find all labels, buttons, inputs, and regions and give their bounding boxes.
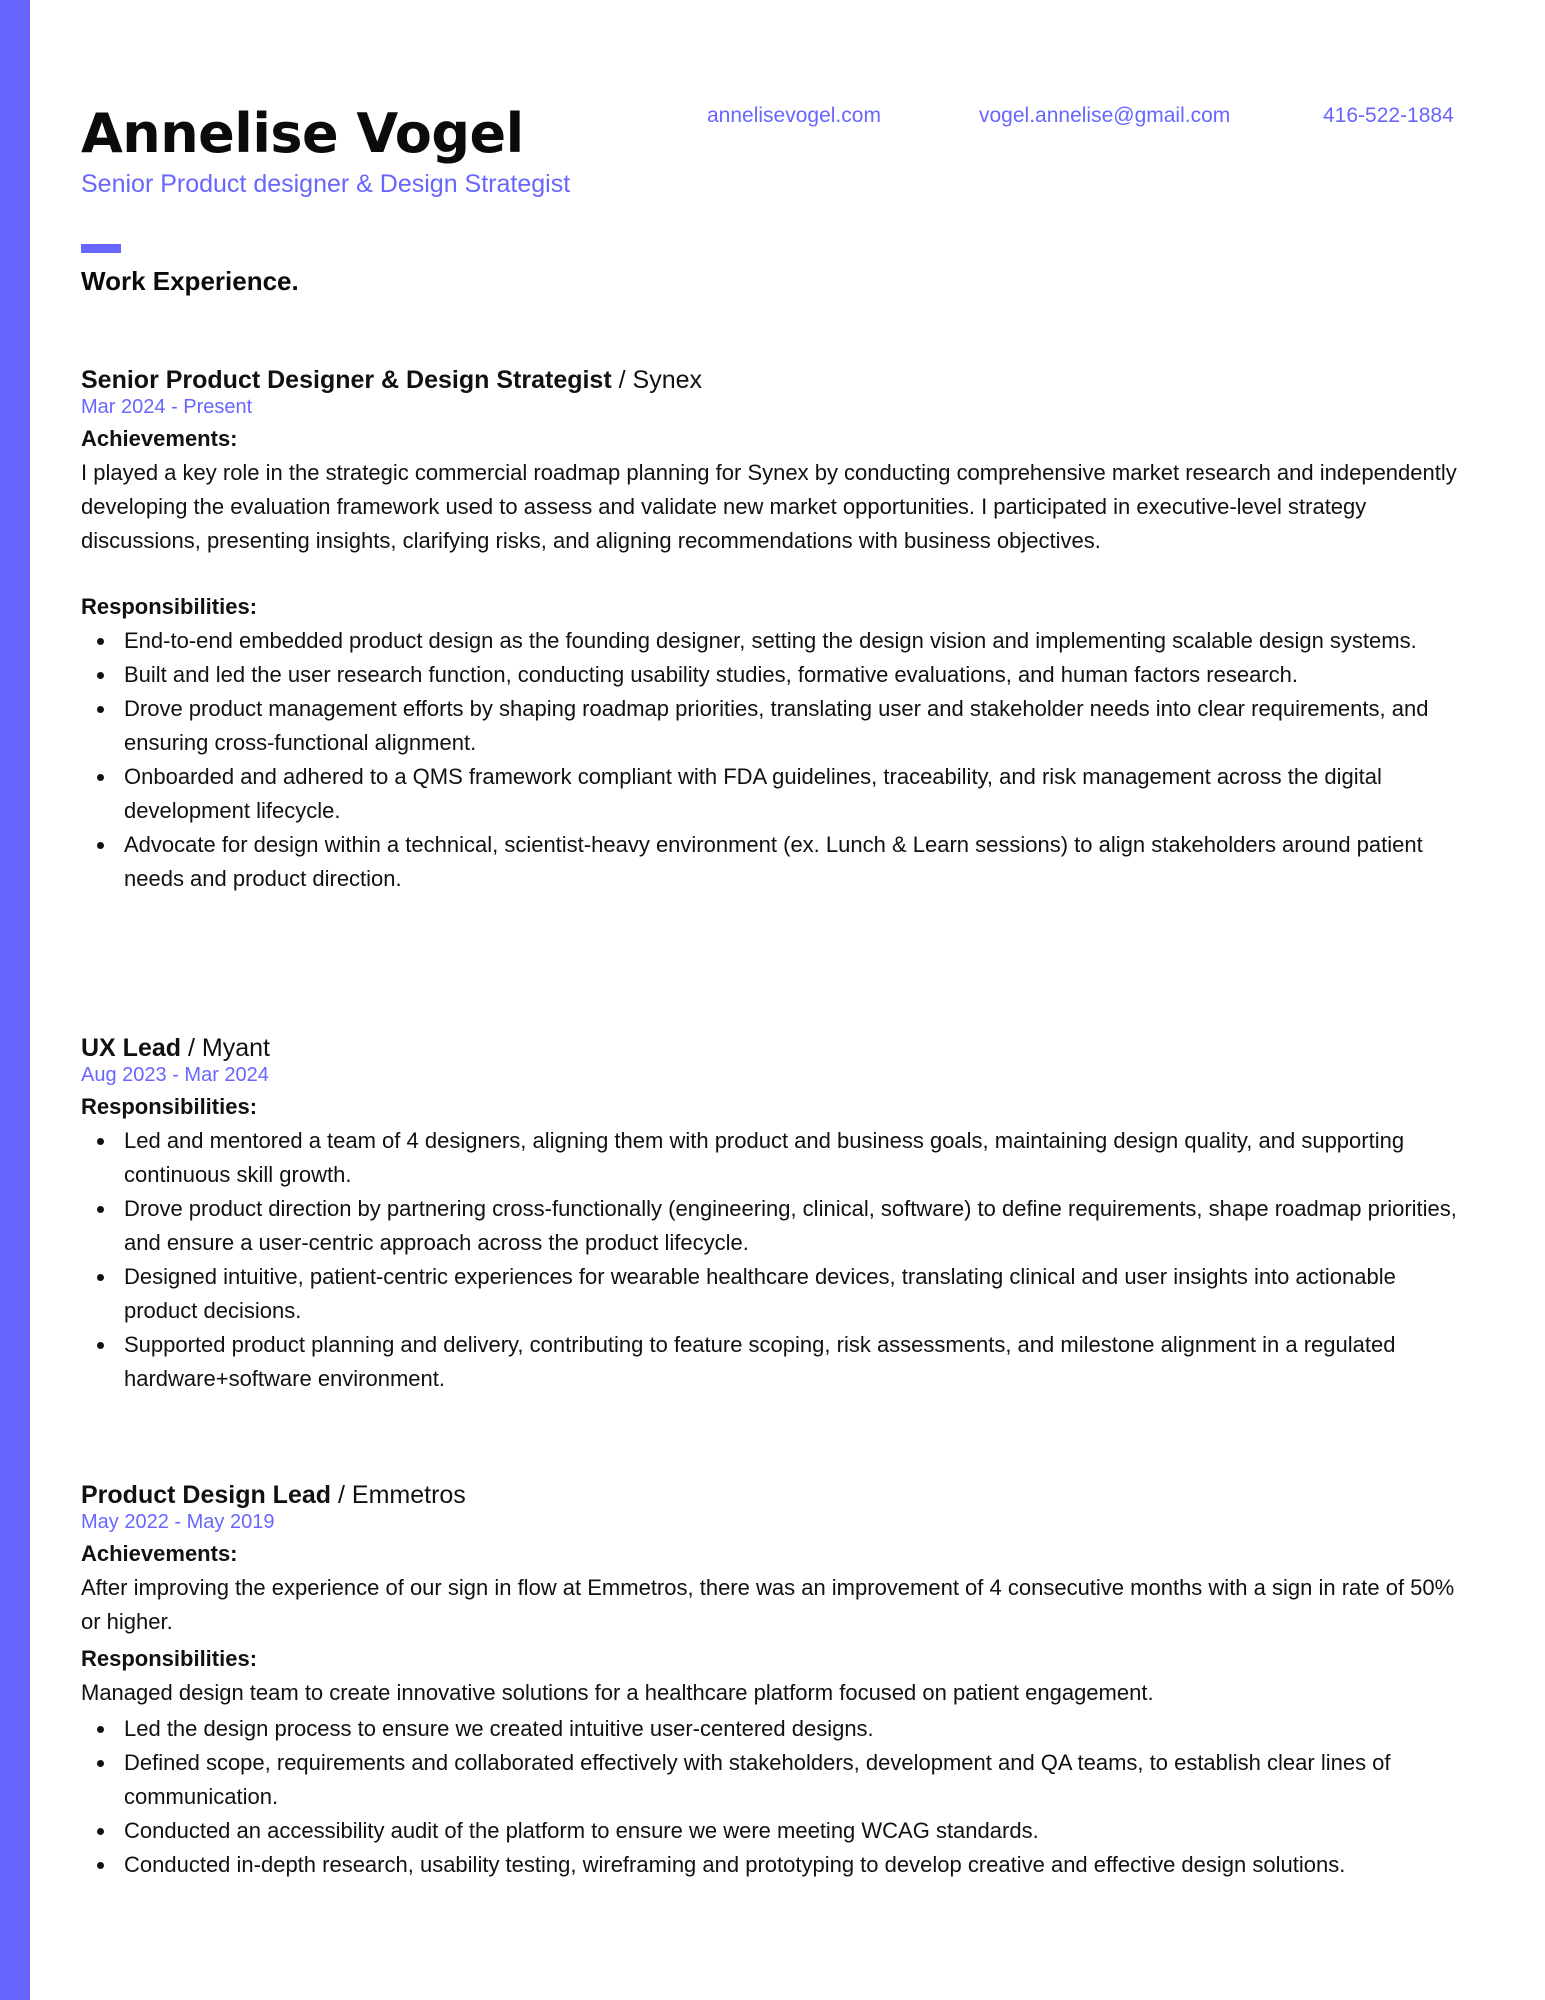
website-link[interactable]: annelisevogel.com	[707, 104, 881, 127]
responsibilities-list	[81, 1124, 1466, 1396]
list-item-text: Drove product direction by partnering cross-functionally (engineering, clinical, software) to define requirements, shape roadmap priorities, and ensure a user-centric approach across the product lifecycle.	[124, 1196, 1457, 1255]
job-role: Senior Product Designer & Design Strategist	[81, 366, 612, 394]
job-separator: /	[618, 366, 626, 394]
list-item	[81, 692, 1466, 760]
job-role: UX Lead	[81, 1034, 182, 1062]
accent-sidebar-bar	[0, 0, 30, 2000]
list-item-text: End-to-end embedded product design as the founding designer, setting the design vision and implementing scalable design systems.	[124, 628, 1417, 653]
list-item	[81, 828, 1466, 896]
bullet-icon	[97, 1206, 104, 1213]
job-heading	[81, 1478, 1466, 1512]
job-dates: Aug 2023 - Mar 2024	[81, 1064, 269, 1086]
list-item	[81, 1124, 1466, 1192]
list-item-text: Conducted an accessibility audit of the platform to ensure we were meeting WCAG standards.	[124, 1818, 1039, 1843]
job-separator: /	[338, 1481, 345, 1509]
list-item	[81, 1814, 1466, 1848]
responsibilities-list	[81, 1712, 1466, 1882]
bullet-icon	[97, 1760, 104, 1767]
job-dates: Mar 2024 - Present	[81, 396, 253, 418]
job-company: Myant	[201, 1034, 270, 1062]
list-item	[81, 624, 1466, 658]
list-item	[81, 760, 1466, 828]
job-heading	[81, 1031, 1466, 1065]
list-item-text: Conducted in-depth research, usability testing, wireframing and prototyping to develop creative and effective design solutions.	[124, 1852, 1346, 1877]
list-item	[81, 1328, 1466, 1396]
bullet-icon	[97, 842, 104, 849]
list-item-text: Led the design process to ensure we created intuitive user-centered designs.	[124, 1716, 874, 1741]
bullet-icon	[97, 1138, 104, 1145]
list-item-text: Designed intuitive, patient-centric experiences for wearable healthcare devices, translating clinical and user insights into actionable product decisions.	[124, 1264, 1396, 1323]
achievements-label: Achievements:	[81, 426, 238, 451]
list-item-text: Advocate for design within a technical, scientist-heavy environment (ex. Lunch & Learn sessions) to align stakeholders around patient needs and product direction.	[124, 832, 1423, 891]
achievements-label: Achievements:	[81, 1541, 238, 1566]
list-item-text: Onboarded and adhered to a QMS framework compliant with FDA guidelines, traceability, and risk management across the digital development lifecycle.	[124, 764, 1382, 823]
bullet-icon	[97, 1726, 104, 1733]
bullet-icon	[97, 774, 104, 781]
achievements-text: I played a key role in the strategic commercial roadmap planning for Synex by conducting comprehensive market research and independently developing the evaluation framework used to assess and validate new market opportunities. I participated in executive-level strategy discussions, presenting insights, clarifying risks, and aligning recommendations with business objectives.	[81, 460, 1457, 553]
responsibilities-label: Responsibilities:	[81, 1094, 258, 1119]
job-company: Emmetros	[351, 1481, 466, 1509]
job-separator: /	[187, 1034, 195, 1062]
list-item	[81, 1192, 1466, 1260]
bullet-icon	[97, 672, 104, 679]
job-company: Synex	[632, 366, 703, 394]
email-link[interactable]: vogel.annelise@gmail.com	[979, 104, 1231, 127]
bullet-icon	[97, 1274, 104, 1281]
job-role: Product Design Lead	[81, 1481, 332, 1509]
achievements-text: After improving the experience of our sign in flow at Emmetros, there was an improvement of 4 consecutive months with a sign in rate of 50% or higher.	[81, 1575, 1455, 1634]
job-entry-emmetros	[81, 1478, 1466, 1882]
list-item-text: Supported product planning and delivery, contributing to feature scoping, risk assessments, and milestone alignment in a regulated hardware+software environment.	[124, 1332, 1396, 1391]
responsibilities-label: Responsibilities:	[81, 594, 258, 619]
job-heading	[81, 363, 1466, 397]
candidate-name: Annelise Vogel	[81, 102, 524, 165]
candidate-title: Senior Product designer & Design Strategist	[81, 170, 571, 198]
job-entry-myant	[81, 1031, 1466, 1396]
list-item	[81, 658, 1466, 692]
list-item	[81, 1260, 1466, 1328]
responsibilities-list	[81, 624, 1466, 896]
bullet-icon	[97, 706, 104, 713]
job-dates: May 2022 - May 2019	[81, 1511, 275, 1533]
list-item	[81, 1712, 1466, 1746]
list-item-text: Defined scope, requirements and collaborated effectively with stakeholders, development and QA teams, to establish clear lines of communication.	[124, 1750, 1391, 1809]
responsibilities-label: Responsibilities:	[81, 1646, 258, 1671]
work-experience-heading: Work Experience.	[81, 266, 299, 296]
job-entry-synex	[81, 363, 1466, 896]
bullet-icon	[97, 1828, 104, 1835]
bullet-icon	[97, 1862, 104, 1869]
list-item-text: Drove product management efforts by shaping roadmap priorities, translating user and stakeholder needs into clear requirements, and ensuring cross-functional alignment.	[124, 696, 1429, 755]
list-item	[81, 1848, 1466, 1882]
list-item-text: Built and led the user research function, conducting usability studies, formative evaluations, and human factors research.	[124, 662, 1298, 687]
list-item-text: Led and mentored a team of 4 designers, aligning them with product and business goals, maintaining design quality, and supporting continuous skill growth.	[124, 1128, 1405, 1187]
list-item	[81, 1746, 1466, 1814]
bullet-icon	[97, 1342, 104, 1349]
bullet-icon	[97, 638, 104, 645]
section-accent-dash	[81, 244, 121, 253]
responsibilities-intro: Managed design team to create innovative solutions for a healthcare platform focused on patient engagement.	[81, 1680, 1154, 1705]
phone-link[interactable]: 416-522-1884	[1323, 104, 1454, 127]
